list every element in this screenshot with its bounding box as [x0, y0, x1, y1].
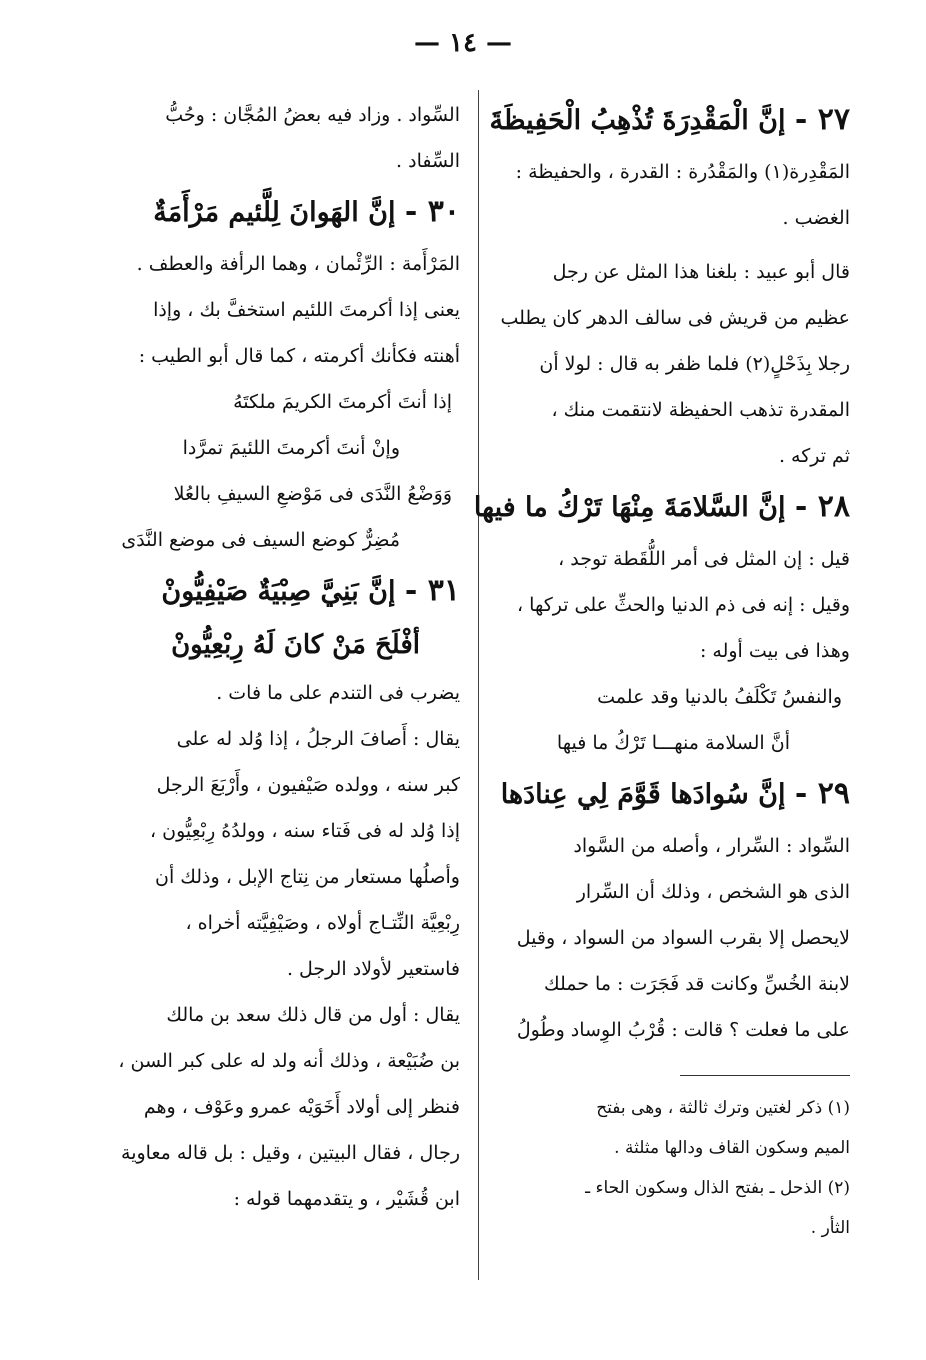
text-line: قال أبو عبيد : بلغنا هذا المثل عن رجل	[552, 261, 850, 283]
footnote-line: (١) ذكر لغتين وترك ثالثة ، وهى بفتح	[596, 1098, 850, 1118]
text-line: بن ضُبَيْعة ، وذلك أنه ولد له على كبر السن ،	[118, 1050, 460, 1072]
text-line: الغضب .	[782, 207, 850, 229]
text-line: ثم تركه .	[778, 445, 850, 467]
text-line: عظيم من قريش فى سالف الدهر كان يطلب	[500, 307, 850, 329]
right-column	[473, 92, 850, 1248]
proverb-number: ٢٩ -	[794, 776, 850, 811]
footnote-rule	[680, 1075, 850, 1076]
proverb-number: ٢٧ -	[794, 102, 850, 137]
verse-line: مُضِرٌّ كوضع السيف فى موضع النَّدَى	[121, 529, 400, 551]
text-line: المَرْأَمة : الرِّئْمان ، وهما الرأفة والعطف .	[136, 253, 460, 275]
text-line: ابن قُشَيْر ، و يتقدمهما قوله :	[233, 1188, 460, 1210]
proverb-text: إنَّ الْمَقْدِرَةَ تُذْهِبُ الْحَفِيظَةَ	[489, 105, 786, 136]
text-line: السِّواد . وزاد فيه بعضُ المُجَّان : وحُبُّ	[165, 104, 460, 126]
text-line: رِبْعِيَّة النِّتـاج أولاه ، وصَيْفِيَّته أخراه ،	[185, 912, 460, 934]
text-line: كبر سنه ، وولده صَيْفيون ، وأَرْبَعَ الرجل	[156, 774, 460, 796]
text-line: المقدرة تذهب الحفيظة لانتقمت منك ،	[551, 399, 850, 421]
footnote-line: الميم وسكون القاف ودالها مثلثة .	[614, 1138, 850, 1158]
left-column	[100, 92, 460, 1222]
proverb-number: ٢٨ -	[794, 489, 850, 524]
proverb-heading-28	[473, 479, 850, 536]
footnote-line: (٢) الذحل ـ بفتح الذال وسكون الحاء ـ	[585, 1178, 850, 1198]
proverb-heading-31-second-line: أفْلَحَ مَنْ كانَ لَهُ رِبْعِيُّونْ	[171, 630, 420, 660]
footnote-line: الثأر .	[810, 1218, 850, 1238]
verse-line: إذا أنتَ أكرمتَ الكريمَ ملكتَهُ	[233, 391, 452, 413]
text-line: قيل : إن المثل فى أمر اللُّقَطة توجد ،	[558, 548, 850, 570]
text-line: السِّواد : السِّرار ، وأصله من السَّواد	[573, 835, 850, 857]
text-line: يعنى إذا أكرمتَ اللئيم استخفَّ بك ، وإذا	[153, 299, 460, 321]
verse-line: أنَّ السلامة منهـــا تَرْكُ ما فيها	[556, 732, 790, 754]
text-line: وهذا فى بيت أوله :	[699, 640, 850, 662]
proverb-text: إنَّ السَّلامَةَ مِنْهَا تَرْكُ ما فيها	[473, 492, 786, 523]
text-line: فنظر إلى أولاد أَخَوَيْه عمرو وعَوْف ، وهم	[143, 1096, 460, 1118]
proverb-text: إنَّ الهَوانَ لِلَّئيم مَرْأَمَةٌ	[153, 197, 396, 228]
text-line: يقال : أول من قال ذلك سعد بن مالك	[166, 1004, 460, 1026]
text-line: يقال : أَصافَ الرجلُ ، إذا وُلد له على	[176, 728, 460, 750]
text-line: المَقْدِرة(١) والمَقْدُرة : القدرة ، والحفيظة :	[515, 161, 850, 183]
text-line: وقيل : إنه فى ذم الدنيا والحثِّ على تركها ،	[516, 594, 850, 616]
text-line: وأصلُها مستعار من نِتاج الإبل ، وذلك أن	[154, 866, 460, 888]
verse-line: وإنْ أنتَ أكرمتَ اللئيمَ تمرَّدا	[182, 437, 400, 459]
proverb-heading-31	[100, 563, 460, 620]
verse-line: وَوَضْعُ النَّدَى فى مَوْضعِ السيفِ بالعُلا	[173, 483, 452, 505]
proverb-number: ٣١ -	[404, 573, 460, 608]
text-line: أهنته فكأنك أكرمته ، كما قال أبو الطيب :	[138, 345, 460, 367]
text-line: السِّفاد .	[396, 150, 460, 172]
verse-line: والنفسُ تَكْلَفُ بالدنيا وقد علمت	[597, 686, 842, 708]
column-divider	[478, 90, 479, 1280]
text-line: الذى هو الشخص ، وذلك أن السِّرار	[576, 881, 850, 903]
text-line: رجلا بِذَحْلٍ(٢) فلما ظفر به قال : لولا أن	[539, 353, 850, 375]
text-line: لايحصل إلا بقرب السواد من السواد ، وقيل	[516, 927, 850, 949]
text-line: فاستعير لأولاد الرجل .	[286, 958, 460, 980]
text-line: يضرب فى التندم على ما فات .	[216, 682, 460, 704]
page-number: — ١٤ —	[413, 28, 513, 58]
proverb-text: إنَّ سُوادَها قَوَّمَ لِي عِنادَها	[500, 779, 786, 810]
text-line: لابنة الخُسِّ وكانت قد فَجَرَت : ما حملك	[543, 973, 850, 995]
text-line: على ما فعلت ؟ قالت : قُرْبُ الوِساد وطُولُ	[516, 1019, 850, 1041]
proverb-number: ٣٠ -	[404, 194, 460, 229]
proverb-heading-27	[489, 92, 850, 149]
text-line: رجال ، فقال البيتين ، وقيل : بل قاله معاوية	[121, 1142, 460, 1164]
proverb-heading-30	[100, 184, 460, 241]
proverb-text: إنَّ بَنِيَّ صِبْيَةٌ صَيْفِيُّونْ	[161, 576, 396, 607]
text-line: إذا وُلد له فى فَتاء سنه ، وولدُهُ رِبْعِيُّون ،	[149, 820, 460, 842]
proverb-heading-29	[494, 766, 850, 823]
